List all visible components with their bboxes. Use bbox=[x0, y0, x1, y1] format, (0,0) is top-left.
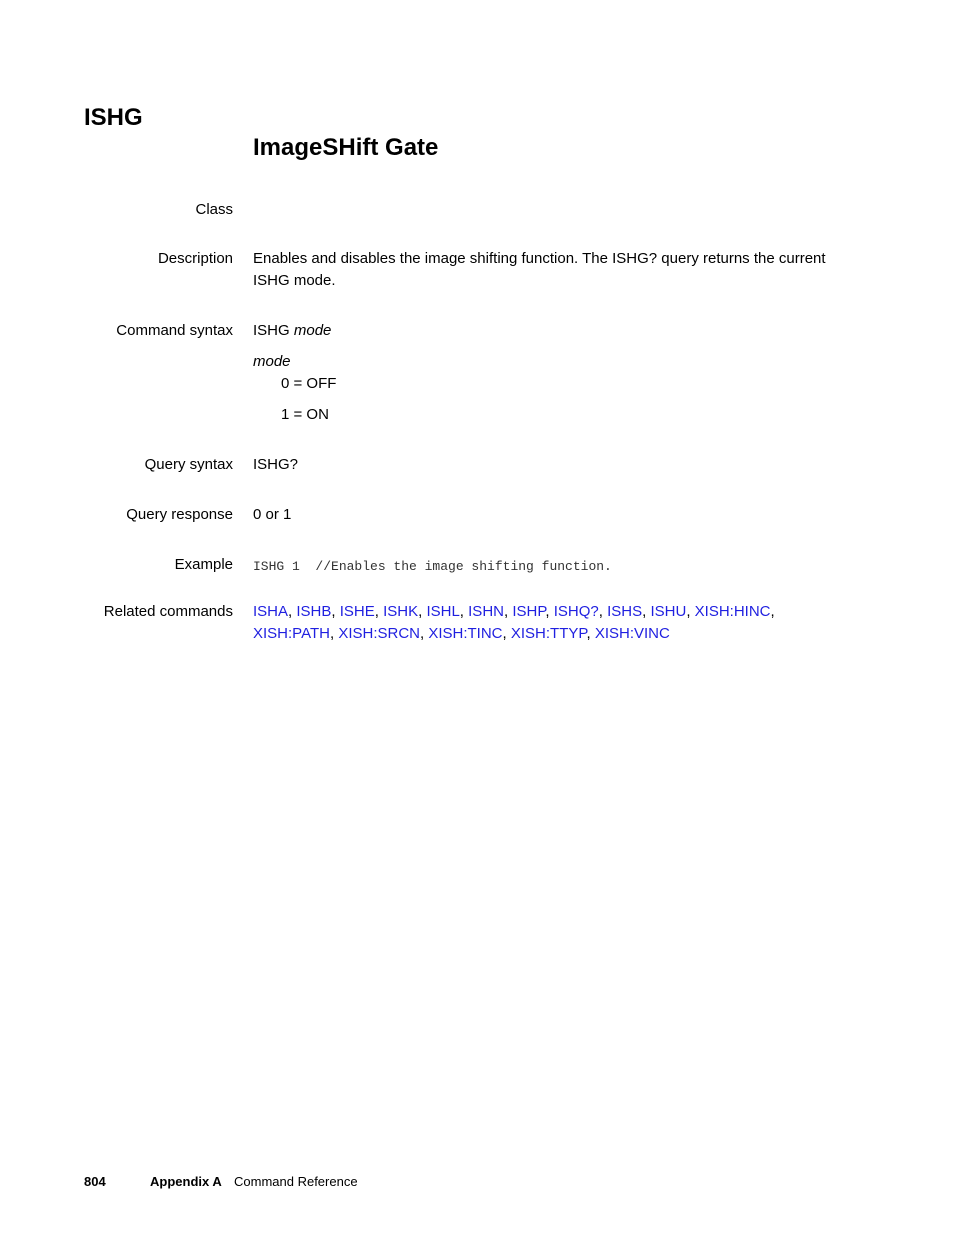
related-link-ishn[interactable]: ISHN bbox=[468, 603, 504, 620]
query-response: 0 or 1 bbox=[253, 506, 292, 523]
related-link-xish-ttyp[interactable]: XISH:TTYP bbox=[510, 625, 587, 642]
query-syntax-label: Query syntax bbox=[144, 456, 233, 473]
related-link-xish-hinc[interactable]: XISH:HINC bbox=[694, 603, 771, 620]
param-option-off: 0 = OFF bbox=[281, 375, 337, 392]
description-label: Description bbox=[157, 250, 233, 267]
related-commands-label: Related commands bbox=[103, 603, 233, 620]
related-link-ishq-query[interactable]: ISHQ? bbox=[553, 603, 599, 620]
query-syntax: ISHG? bbox=[253, 456, 299, 473]
example-label: Example bbox=[174, 556, 233, 573]
page-number: 804 bbox=[84, 1174, 106, 1189]
syntax-keyword: ISHG bbox=[253, 322, 290, 339]
footer-appendix: Appendix A bbox=[150, 1174, 222, 1189]
related-link-ishs[interactable]: ISHS bbox=[607, 603, 643, 620]
related-link-xish-path[interactable]: XISH:PATH bbox=[253, 625, 330, 642]
related-link-ishk[interactable]: ISHK bbox=[383, 603, 419, 620]
footer-section: Command Reference bbox=[234, 1174, 358, 1189]
related-link-xish-srcn[interactable]: XISH:SRCN bbox=[338, 625, 420, 642]
syntax-param: mode bbox=[293, 322, 332, 339]
command-title: ImageSHift Gate bbox=[253, 134, 439, 161]
related-commands-list: ISHA, ISHB, ISHE, ISHK, ISHL, ISHN, ISHP, ISHQ?, ISHS, ISHU, XISH:HINC, XISH:PATH, XISH:SRCN, XISH:TINC, XISH:TTYP, XISH:VINC bbox=[253, 603, 775, 642]
command-syntax bbox=[253, 320, 858, 342]
related-link-xish-tinc[interactable]: XISH:TINC bbox=[428, 625, 503, 642]
example-code: ISHG 1 //Enables the image shifting function. bbox=[253, 559, 612, 574]
param-name: mode bbox=[253, 353, 291, 370]
param-option-on: 1 = ON bbox=[281, 406, 329, 423]
command-syntax-label: Command syntax bbox=[116, 322, 233, 339]
description-text: Enables and disables the image shifting function. The ISHG? query returns the current ISHG mode. bbox=[253, 250, 826, 289]
related-link-ishb[interactable]: ISHB bbox=[296, 603, 332, 620]
related-link-ishe[interactable]: ISHE bbox=[339, 603, 375, 620]
related-link-ishl[interactable]: ISHL bbox=[426, 603, 460, 620]
related-link-ishp[interactable]: ISHP bbox=[512, 603, 546, 620]
related-link-isha[interactable]: ISHA bbox=[253, 603, 289, 620]
command-name: ISHG bbox=[84, 104, 143, 131]
related-link-xish-vinc[interactable]: XISH:VINC bbox=[594, 625, 670, 642]
query-response-label: Query response bbox=[126, 506, 233, 523]
class-label: Class bbox=[195, 201, 233, 218]
related-link-ishu[interactable]: ISHU bbox=[650, 603, 687, 620]
